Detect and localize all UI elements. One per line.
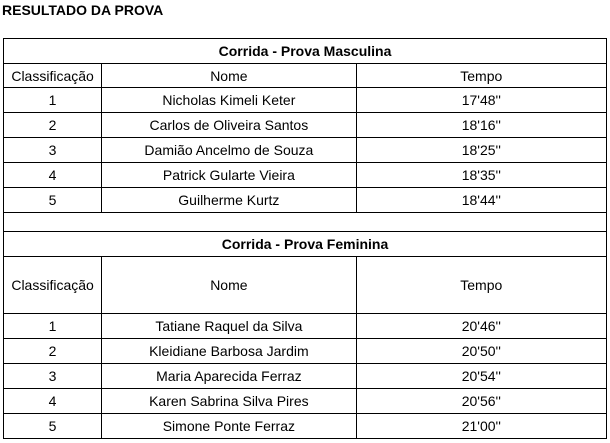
time-cell: 20'54'' [356,364,606,389]
time-cell: 21'00'' [356,414,606,439]
name-cell: Kleidiane Barbosa Jardim [102,339,356,364]
rank-cell: 5 [4,414,102,439]
section-spacer-row [4,213,607,232]
name-cell: Damião Ancelmo de Souza [102,138,356,163]
table-row [4,113,607,138]
name-cell: Karen Sabrina Silva Pires [102,389,356,414]
section-title-row [4,39,607,64]
name-cell: Nicholas Kimeli Keter [102,88,356,113]
section-title-feminina: Corrida - Prova Feminina [4,232,607,257]
table-row [4,188,607,213]
rank-cell: 1 [4,88,102,113]
time-cell: 18'16'' [356,113,606,138]
header-tempo: Tempo [356,64,606,88]
rank-cell: 4 [4,163,102,188]
name-cell: Carlos de Oliveira Santos [102,113,356,138]
name-cell: Maria Aparecida Ferraz [102,364,356,389]
time-cell: 20'50'' [356,339,606,364]
time-cell: 18'25'' [356,138,606,163]
name-cell: Patrick Gularte Vieira [102,163,356,188]
rank-cell: 2 [4,339,102,364]
name-cell: Guilherme Kurtz [102,188,356,213]
header-classificacao: Classificação [4,64,102,88]
table-row [4,163,607,188]
time-cell: 18'35'' [356,163,606,188]
section-spacer [4,213,607,232]
header-row [4,64,607,88]
table-row [4,88,607,113]
rank-cell: 5 [4,188,102,213]
rank-cell: 1 [4,314,102,339]
header-nome: Nome [102,257,356,314]
header-classificacao: Classificação [4,257,102,314]
time-cell: 20'46'' [356,314,606,339]
table-row [4,414,607,439]
page-title: RESULTADO DA PROVA [2,2,164,18]
time-cell: 20'56'' [356,389,606,414]
name-cell: Tatiane Raquel da Silva [102,314,356,339]
table-row [4,138,607,163]
header-nome: Nome [102,64,356,88]
table-row [4,339,607,364]
table-row [4,389,607,414]
time-cell: 18'44'' [356,188,606,213]
table-row [4,364,607,389]
table-row [4,314,607,339]
header-tempo: Tempo [356,257,606,314]
results-table [3,38,607,439]
time-cell: 17'48'' [356,88,606,113]
rank-cell: 4 [4,389,102,414]
header-row [4,257,607,314]
rank-cell: 2 [4,113,102,138]
section-title-row [4,232,607,257]
rank-cell: 3 [4,138,102,163]
rank-cell: 3 [4,364,102,389]
name-cell: Simone Ponte Ferraz [102,414,356,439]
section-title-masculina: Corrida - Prova Masculina [4,39,607,64]
